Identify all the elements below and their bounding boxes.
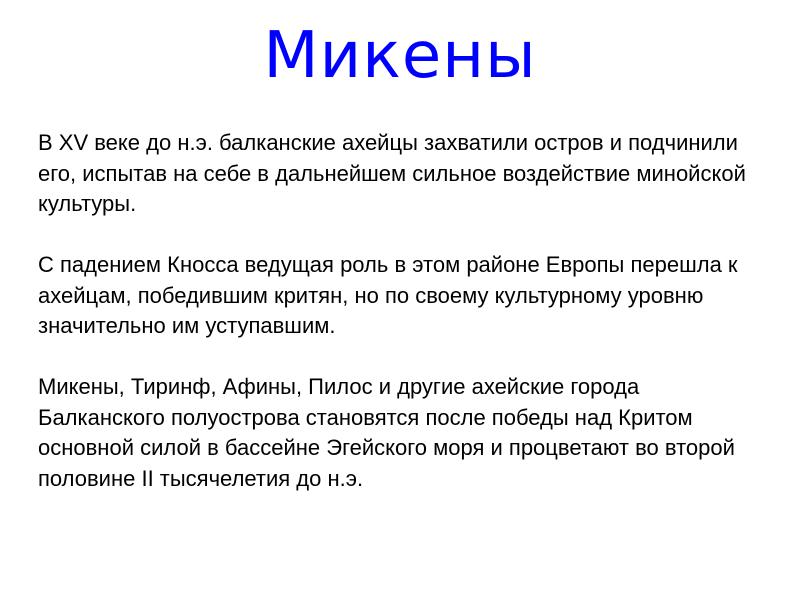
- slide-body: [38, 128, 768, 494]
- slide-title: Микены: [263, 19, 537, 93]
- paragraph-conquest: В XV веке до н.э. балканские ахейцы захватили остров и подчинили его, испытав на себе в дальнейшем сильное воздействие минойской культуры.: [38, 130, 746, 216]
- paragraph-knossos-fall: С падением Кносса ведущая роль в этом районе Европы перешла к ахейцам, победившим критян, но по своему культурному уровню значительно им уступавшим.: [38, 252, 738, 338]
- paragraph-achaean-cities: Микены, Тиринф, Афины, Пилос и другие ахейские города Балканского полуострова становятся после победы над Критом основной силой в бассейне Эгейского моря и процветают во второй половине II тысячелетия до н.э.: [38, 374, 735, 491]
